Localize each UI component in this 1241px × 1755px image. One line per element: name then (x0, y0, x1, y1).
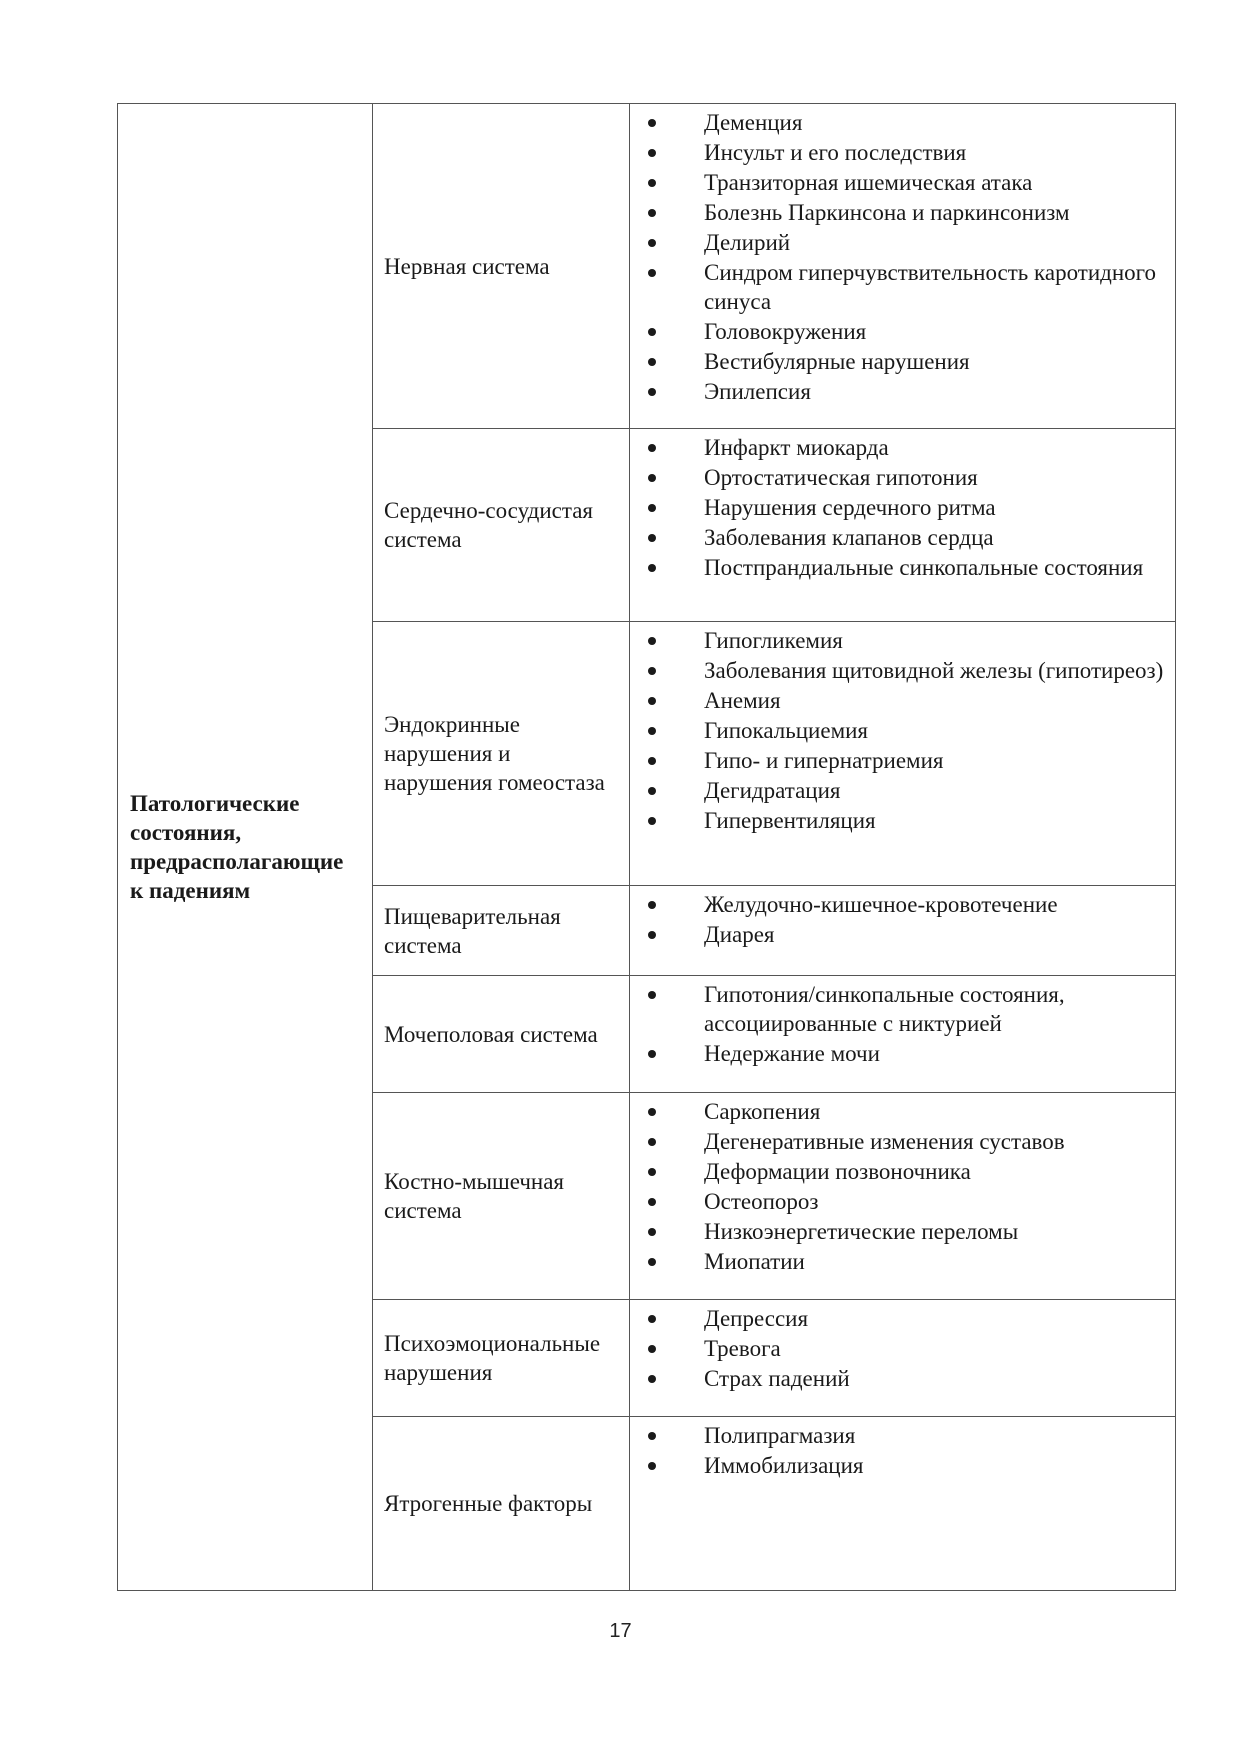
bullet-icon (648, 564, 656, 572)
bullet-icon (648, 179, 656, 187)
list-item (630, 920, 1175, 949)
list-item (630, 626, 1175, 655)
bullet-icon (648, 637, 656, 645)
item-text: Транзиторная ишемическая атака (704, 170, 1033, 195)
item-text: Низкоэнергетические переломы (704, 1219, 1019, 1244)
item-text: Гипокальциемия (704, 718, 869, 743)
list-item (630, 1421, 1175, 1450)
item-text: Страх падений (704, 1366, 850, 1391)
item-text: Делирий (704, 230, 791, 255)
list-item (630, 433, 1175, 462)
bullet-icon (648, 817, 656, 825)
list-item (630, 1364, 1175, 1393)
bullet-icon (648, 149, 656, 157)
item-text: Остеопороз (704, 1189, 819, 1214)
item-text: Саркопения (704, 1099, 821, 1124)
list-item (630, 746, 1175, 775)
item-text: Эпилепсия (704, 379, 811, 404)
list-item (630, 1097, 1175, 1126)
item-text: Желудочно-кишечное-кровотечение (704, 892, 1058, 917)
bullet-icon (648, 534, 656, 542)
item-text: Недержание мочи (704, 1041, 880, 1066)
items-cell (630, 429, 1176, 622)
items-cell (630, 976, 1176, 1093)
list-item (630, 228, 1175, 257)
list-item (630, 1157, 1175, 1186)
list-item (630, 463, 1175, 492)
system-cell: Ятрогенные факторы (373, 1417, 630, 1591)
bullet-icon (648, 787, 656, 795)
bullet-icon (648, 1375, 656, 1383)
bullet-icon (648, 727, 656, 735)
list-item (630, 258, 1175, 316)
bullet-icon (648, 388, 656, 396)
system-cell: Эндокринные нарушения и нарушения гомеостаза (373, 622, 630, 886)
bullet-icon (648, 1258, 656, 1266)
item-text: Анемия (704, 688, 781, 713)
category-cell: Патологические состояния, предрасполагающие к падениям (118, 104, 373, 1591)
list-item (630, 1247, 1175, 1276)
bullet-icon (648, 667, 656, 675)
bullet-icon (648, 1050, 656, 1058)
item-text: Нарушения сердечного ритма (704, 495, 996, 520)
bullet-icon (648, 328, 656, 336)
list-item (630, 108, 1175, 137)
item-text: Миопатии (704, 1249, 805, 1274)
system-cell: Психоэмоциональные нарушения (373, 1300, 630, 1417)
items-cell (630, 104, 1176, 429)
item-text: Постпрандиальные синкопальные состояния (704, 555, 1144, 580)
item-text: Тревога (704, 1336, 781, 1361)
bullet-icon (648, 504, 656, 512)
bullet-icon (648, 1228, 656, 1236)
items-cell (630, 886, 1176, 976)
items-cell (630, 622, 1176, 886)
system-cell: Костно-мышечная система (373, 1093, 630, 1300)
bullet-icon (648, 901, 656, 909)
condition-list (630, 1093, 1175, 1276)
bullet-icon (648, 119, 656, 127)
items-cell (630, 1417, 1176, 1591)
item-text: Ортостатическая гипотония (704, 465, 978, 490)
list-item (630, 317, 1175, 346)
item-text: Головокружения (704, 319, 867, 344)
list-item (630, 1039, 1175, 1068)
bullet-icon (648, 1315, 656, 1323)
bullet-icon (648, 757, 656, 765)
item-text: Гипогликемия (704, 628, 843, 653)
bullet-icon (648, 1198, 656, 1206)
item-text: Гипотония/синкопальные состояния, ассоциированные с никтурией (704, 982, 1065, 1036)
list-item (630, 1127, 1175, 1156)
condition-list (630, 976, 1175, 1068)
item-text: Полипрагмазия (704, 1423, 856, 1448)
item-text: Дегидратация (704, 778, 841, 803)
list-item (630, 377, 1175, 406)
bullet-icon (648, 1168, 656, 1176)
item-text: Вестибулярные нарушения (704, 349, 970, 374)
item-text: Дегенеративные изменения суставов (704, 1129, 1065, 1154)
list-item (630, 1304, 1175, 1333)
system-cell: Нервная система (373, 104, 630, 429)
condition-list (630, 104, 1175, 406)
system-cell: Сердечно-сосудистая система (373, 429, 630, 622)
list-item (630, 1217, 1175, 1246)
bullet-icon (648, 209, 656, 217)
page-number: 17 (609, 1620, 632, 1642)
condition-list (630, 886, 1175, 949)
list-item (630, 138, 1175, 167)
list-item (630, 493, 1175, 522)
item-text: Деменция (704, 110, 803, 135)
condition-list (630, 1417, 1175, 1480)
item-text: Инфаркт миокарда (704, 435, 889, 460)
system-cell: Мочеполовая система (373, 976, 630, 1093)
item-text: Болезнь Паркинсона и паркинсонизм (704, 200, 1070, 225)
items-cell (630, 1300, 1176, 1417)
item-text: Заболевания щитовидной железы (гипотиреоз) (704, 658, 1164, 683)
bullet-icon (648, 1138, 656, 1146)
bullet-icon (648, 1108, 656, 1116)
item-text: Синдром гиперчувствительность каротидного синуса (704, 260, 1157, 314)
list-item (630, 806, 1175, 835)
list-item (630, 523, 1175, 552)
bullet-icon (648, 358, 656, 366)
item-text: Инсульт и его последствия (704, 140, 967, 165)
item-text: Деформации позвоночника (704, 1159, 971, 1184)
list-item (630, 198, 1175, 227)
condition-list (630, 429, 1175, 582)
item-text: Заболевания клапанов сердца (704, 525, 994, 550)
condition-list (630, 622, 1175, 835)
bullet-icon (648, 269, 656, 277)
item-text: Гипо- и гипернатриемия (704, 748, 944, 773)
list-item (630, 168, 1175, 197)
bullet-icon (648, 991, 656, 999)
bullet-icon (648, 474, 656, 482)
condition-list (630, 1300, 1175, 1393)
system-cell: Пищеварительная система (373, 886, 630, 976)
list-item (630, 347, 1175, 376)
list-item (630, 1187, 1175, 1216)
item-text: Гипервентиляция (704, 808, 876, 833)
list-item (630, 1451, 1175, 1480)
bullet-icon (648, 931, 656, 939)
item-text: Иммобилизация (704, 1453, 864, 1478)
list-item (630, 1334, 1175, 1363)
bullet-icon (648, 1462, 656, 1470)
item-text: Депрессия (704, 1306, 809, 1331)
list-item (630, 656, 1175, 685)
table-row (118, 104, 1176, 429)
item-text: Диарея (704, 922, 775, 947)
list-item (630, 776, 1175, 805)
bullet-icon (648, 444, 656, 452)
list-item (630, 553, 1175, 582)
list-item (630, 980, 1175, 1038)
list-item (630, 716, 1175, 745)
bullet-icon (648, 697, 656, 705)
list-item (630, 686, 1175, 715)
list-item (630, 890, 1175, 919)
conditions-table (117, 103, 1176, 1591)
bullet-icon (648, 1345, 656, 1353)
items-cell (630, 1093, 1176, 1300)
bullet-icon (648, 239, 656, 247)
bullet-icon (648, 1432, 656, 1440)
